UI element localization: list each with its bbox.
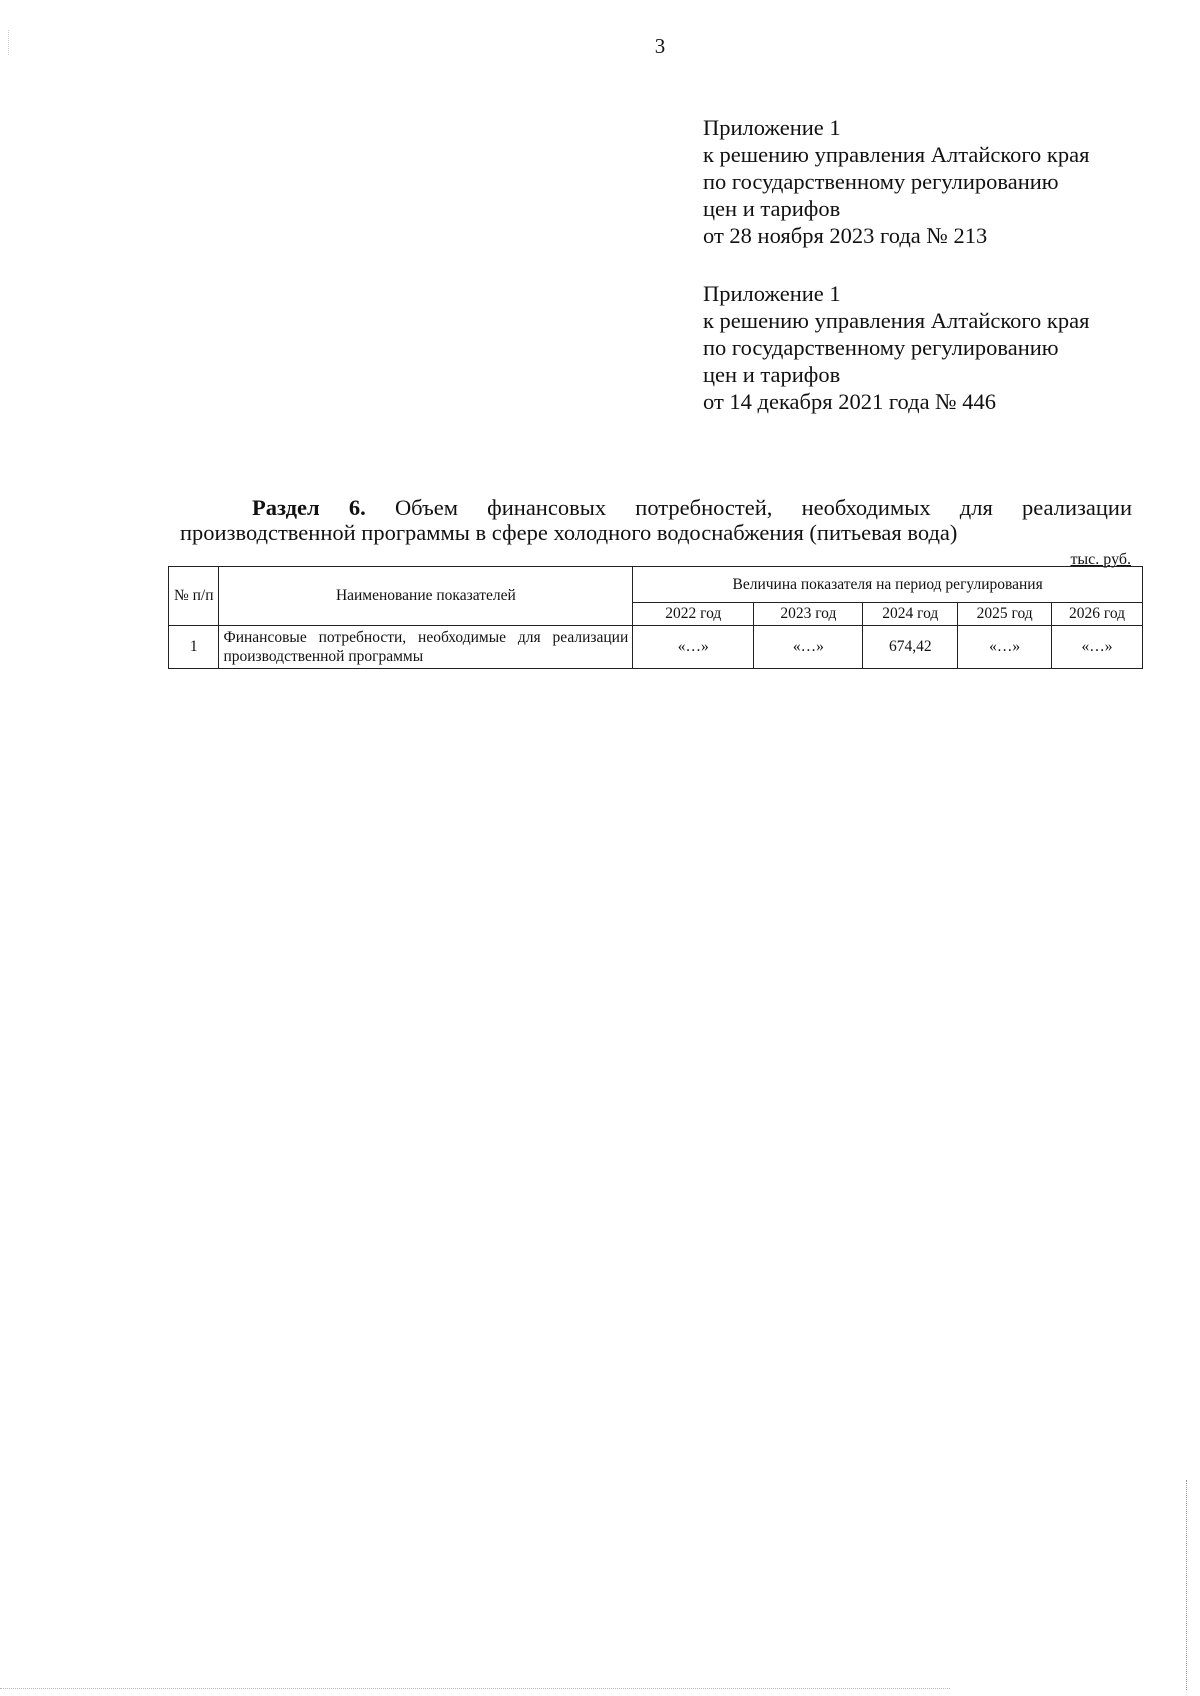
header-period: Величина показателя на период регулирования	[633, 567, 1143, 603]
row-value: «…»	[1052, 626, 1143, 669]
appendix-title: Приложение 1	[703, 281, 841, 306]
appendix-block-current	[703, 114, 1089, 249]
appendix-date: от 14 декабря 2021 года № 446	[703, 389, 997, 414]
row-num: 1	[169, 626, 219, 669]
section-title-part2: производственной программы в сфере холодного водоснабжения (питьевая вода)	[180, 520, 958, 545]
scan-artifact-right	[1186, 1480, 1187, 1690]
section-label: Раздел 6.	[252, 495, 366, 520]
header-year: 2024 год	[863, 603, 958, 626]
row-name: Финансовые потребности, необходимые для реализации производственной программы	[219, 626, 633, 669]
section-heading-line1	[180, 495, 1132, 520]
page-number: 3	[654, 34, 666, 58]
appendix-line: цен и тарифов	[703, 362, 841, 387]
header-num: № п/п	[169, 567, 219, 626]
scan-artifact-left	[8, 30, 9, 55]
appendix-line: к решению управления Алтайского края	[703, 308, 1090, 333]
header-year: 2026 год	[1052, 603, 1143, 626]
appendix-line: к решению управления Алтайского края	[703, 142, 1090, 167]
appendix-date: от 28 ноября 2023 года № 213	[703, 223, 988, 248]
section-title-part1: Объем финансовых потребностей, необходимых для реализации	[394, 495, 1132, 520]
header-year: 2023 год	[754, 603, 863, 626]
scan-artifact-bottom	[0, 1688, 950, 1689]
table-header-row	[169, 567, 1143, 603]
header-year: 2025 год	[958, 603, 1052, 626]
header-name: Наименование показателей	[219, 567, 633, 626]
appendix-title: Приложение 1	[703, 115, 841, 140]
row-value: «…»	[633, 626, 754, 669]
row-value: «…»	[958, 626, 1052, 669]
row-value: «…»	[754, 626, 863, 669]
appendix-block-original	[703, 280, 1089, 415]
units-label: тыс. руб.	[1070, 551, 1131, 568]
table-row	[169, 626, 1143, 669]
appendix-line: по государственному регулированию	[703, 169, 1059, 194]
appendix-line: цен и тарифов	[703, 196, 841, 221]
section-heading	[180, 495, 1132, 545]
header-year: 2022 год	[633, 603, 754, 626]
financial-needs-table	[168, 566, 1143, 669]
row-value: 674,42	[863, 626, 958, 669]
appendix-line: по государственному регулированию	[703, 335, 1059, 360]
